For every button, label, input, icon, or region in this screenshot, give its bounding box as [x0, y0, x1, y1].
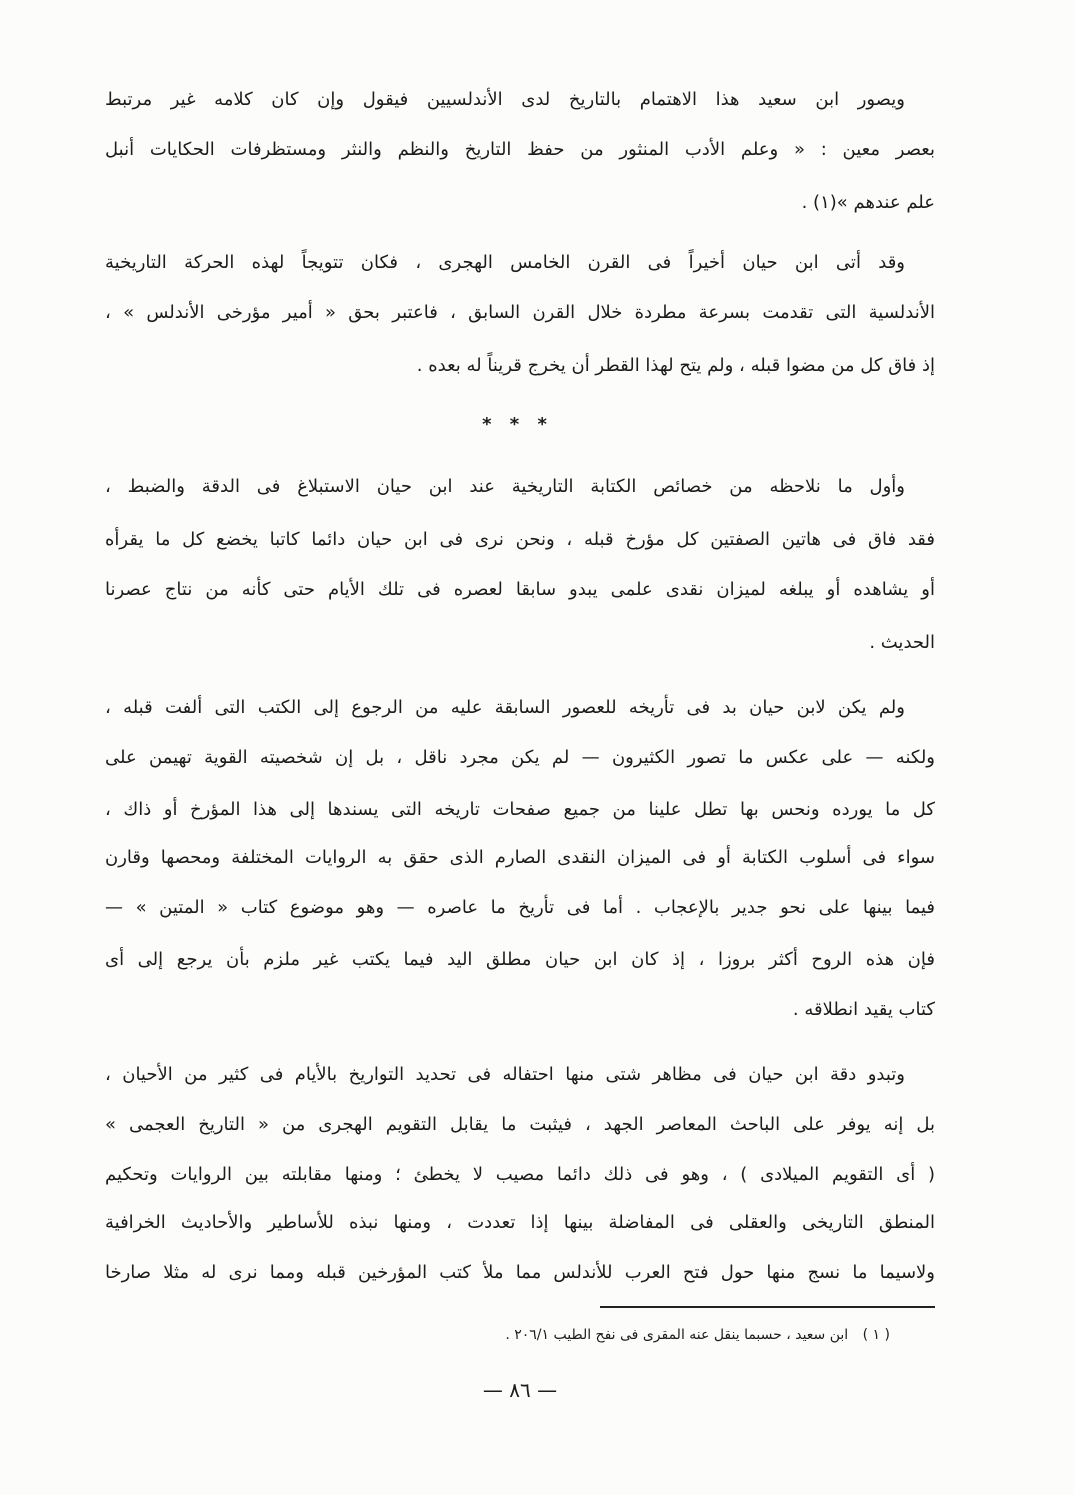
text-line: فقد فاق فى هاتين الصفتين كل مؤرخ قبله ، ونحن نرى فى ابن حيان دائما كاتبا يخضع كل ما يقرأه [105, 529, 935, 550]
text-line: المنطق التاريخى والعقلى فى المفاضلة بينها إذا تعددت ، ومنها نبذه للأساطير والأحاديث الخرافية [105, 1212, 935, 1233]
text-line: كل ما يورده ونحس بها تطل علينا من جميع صفحات تاريخه التى يسندها إلى هذا المؤرخ أو ذاك ، [105, 799, 935, 820]
text-line: بل إنه يوفر على الباحث المعاصر الجهد ، فيثبت ما يقابل التقويم الهجرى من « التاريخ العجمى » [105, 1114, 935, 1135]
text-line: إذ فاق كل من مضوا قبله ، ولم يتح لهذا القطر أن يخرج قريناً له بعده . [416, 355, 935, 376]
footnote-divider [600, 1306, 935, 1308]
text-line: ولم يكن لابن حيان بد فى تأريخه للعصور السابقة عليه من الرجوع إلى الكتب التى ألفت قبله ، [105, 697, 905, 718]
text-line: فإن هذه الروح أكثر بروزا ، إذ كان ابن حيان مطلق اليد فيما يكتب غير ملزم بأن يرجع إلى أى [105, 949, 935, 970]
footnote-marker: ( ١ ) [862, 1327, 890, 1343]
text-line: بعصر معين : « وعلم الأدب المنثور من حفظ التاريخ والنظم والنثر ومستظرفات الحكايات أنبل [105, 139, 935, 160]
text-line: علم عندهم »(١) . [801, 192, 935, 213]
text-line: فيما بينها على نحو جدير بالإعجاب . أما فى تأريخ ما عاصره — وهو موضوع كتاب « المتين » — [105, 897, 935, 918]
text-line: ولكنه — على عكس ما تصور الكثيرون — لم يكن مجرد ناقل ، بل إن شخصيته القوية تهيمن على [105, 747, 935, 768]
text-line: أو يشاهده أو يبلغه لميزان نقدى علمى يبدو سابقا لعصره فى تلك الأيام حتى كأنه من نتاج عصرنا [105, 579, 935, 600]
section-separator: * * * [482, 414, 553, 435]
footnote [190, 1322, 890, 1348]
text-line: وتبدو دقة ابن حيان فى مظاهر شتى منها احتفاله فى تحديد التواريخ بالأيام فى كثير من الأحيان ، [105, 1064, 905, 1085]
footnote-text: ابن سعيد ، حسبما ينقل عنه المقرى فى نفح الطيب ٢٠٦/١ . [505, 1327, 849, 1343]
text-line: كتاب يقيد انطلاقه . [792, 999, 935, 1020]
text-line: ولاسيما ما نسج منها حول فتح العرب للأندلس مما ملأ كتب المؤرخين قبله ومما نرى له مثلا صارخا [105, 1262, 935, 1283]
text-line: سواء فى أسلوب الكتابة أو فى الميزان النقدى الصارم الذى حقق به الروايات المختلفة ومحصها وقارن [105, 847, 935, 868]
page-number: — ٨٦ — [482, 1378, 558, 1402]
text-line: وقد أتى ابن حيان أخيراً فى القرن الخامس الهجرى ، فكان تتويجاً لهذه الحركة التاريخية [105, 252, 905, 273]
text-line: ويصور ابن سعيد هذا الاهتمام بالتاريخ لدى الأندلسيين فيقول وإن كان كلامه غير مرتبط [105, 89, 905, 110]
text-line: وأول ما نلاحظه من خصائص الكتابة التاريخية عند ابن حيان الاستبلاغ فى الدقة والضبط ، [105, 476, 905, 497]
text-line: الحديث . [869, 632, 935, 653]
text-line: ( أى التقويم الميلادى ) ، وهو فى ذلك دائما مصيب لا يخطئ ؛ ومنها مقابلته بين الروايات وتحكيم [105, 1164, 935, 1185]
text-line: الأندلسية التى تقدمت بسرعة مطردة خلال القرن السابق ، فاعتبر بحق « أمير مؤرخى الأندلس » ، [105, 302, 935, 323]
